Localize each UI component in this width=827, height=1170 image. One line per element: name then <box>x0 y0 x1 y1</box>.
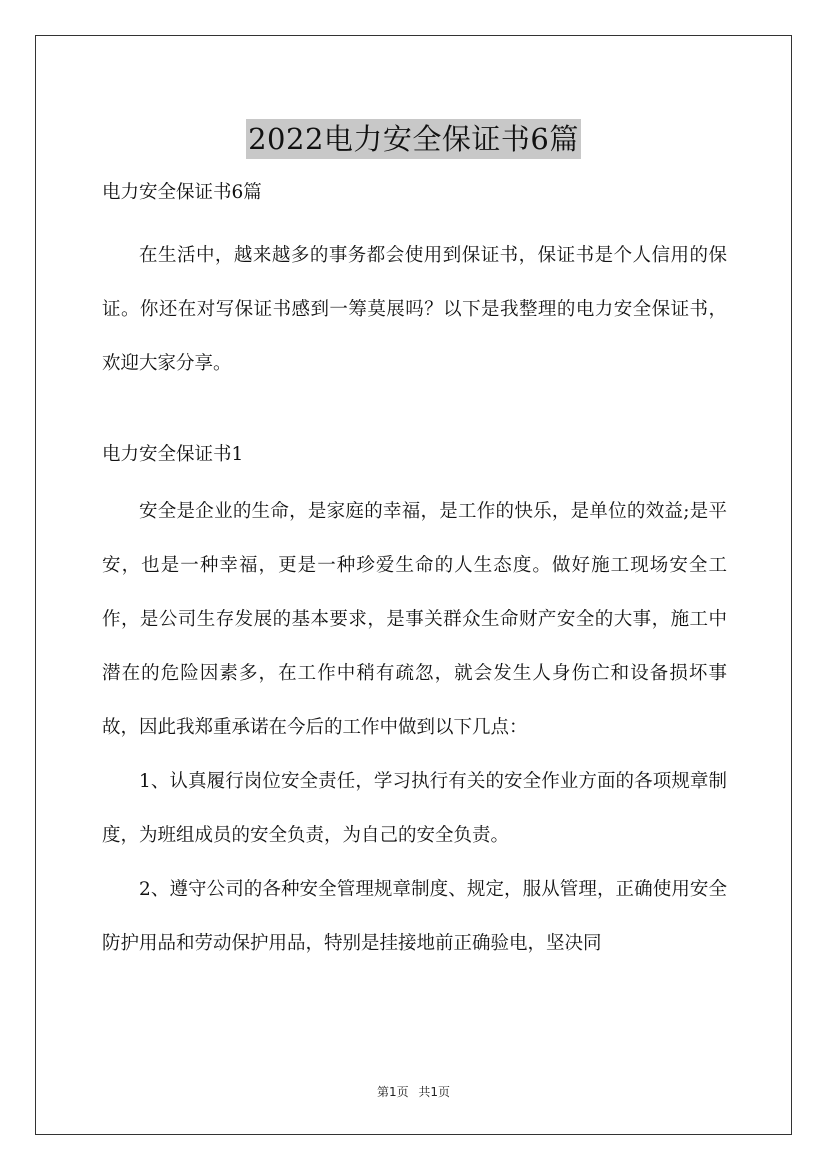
page-footer <box>0 1083 827 1100</box>
document-subtitle: 电力安全保证书6篇 <box>102 182 262 203</box>
document-body <box>102 175 727 971</box>
section-heading: 电力安全保证书1 <box>102 444 244 465</box>
page-number-label: 第1页 共1页 <box>376 1085 451 1099</box>
intro-paragraph: 在生活中，越来越多的事务都会使用到保证书，保证书是个人信用的保证。你还在对写保证书感到一筹莫展吗？以下是我整理的电力安全保证书，欢迎大家分享。 <box>102 245 727 374</box>
body-paragraph-2: 1、认真履行岗位安全责任，学习执行有关的安全作业方面的各项规章制度，为班组成员的安全负责，为自己的安全负责。 <box>102 771 727 846</box>
body-paragraph-1: 安全是企业的生命，是家庭的幸福，是工作的快乐，是单位的效益;是平安，也是一种幸福，更是一种珍爱生命的人生态度。做好施工现场安全工作，是公司生存发展的基本要求，是事关群众生命财产安全的大事，施工中潜在的危险因素多，在工作中稍有疏忽，就会发生人身伤亡和设备损坏事故，因此我郑重承诺在今后的工作中做到以下几点： <box>102 501 727 738</box>
body-paragraph-3: 2、遵守公司的各种安全管理规章制度、规定，服从管理，正确使用安全防护用品和劳动保护用品，特别是挂接地前正确验电，坚决同 <box>102 879 727 954</box>
document-title: 2022电力安全保证书6篇 <box>246 119 581 159</box>
title-wrap <box>0 100 827 179</box>
